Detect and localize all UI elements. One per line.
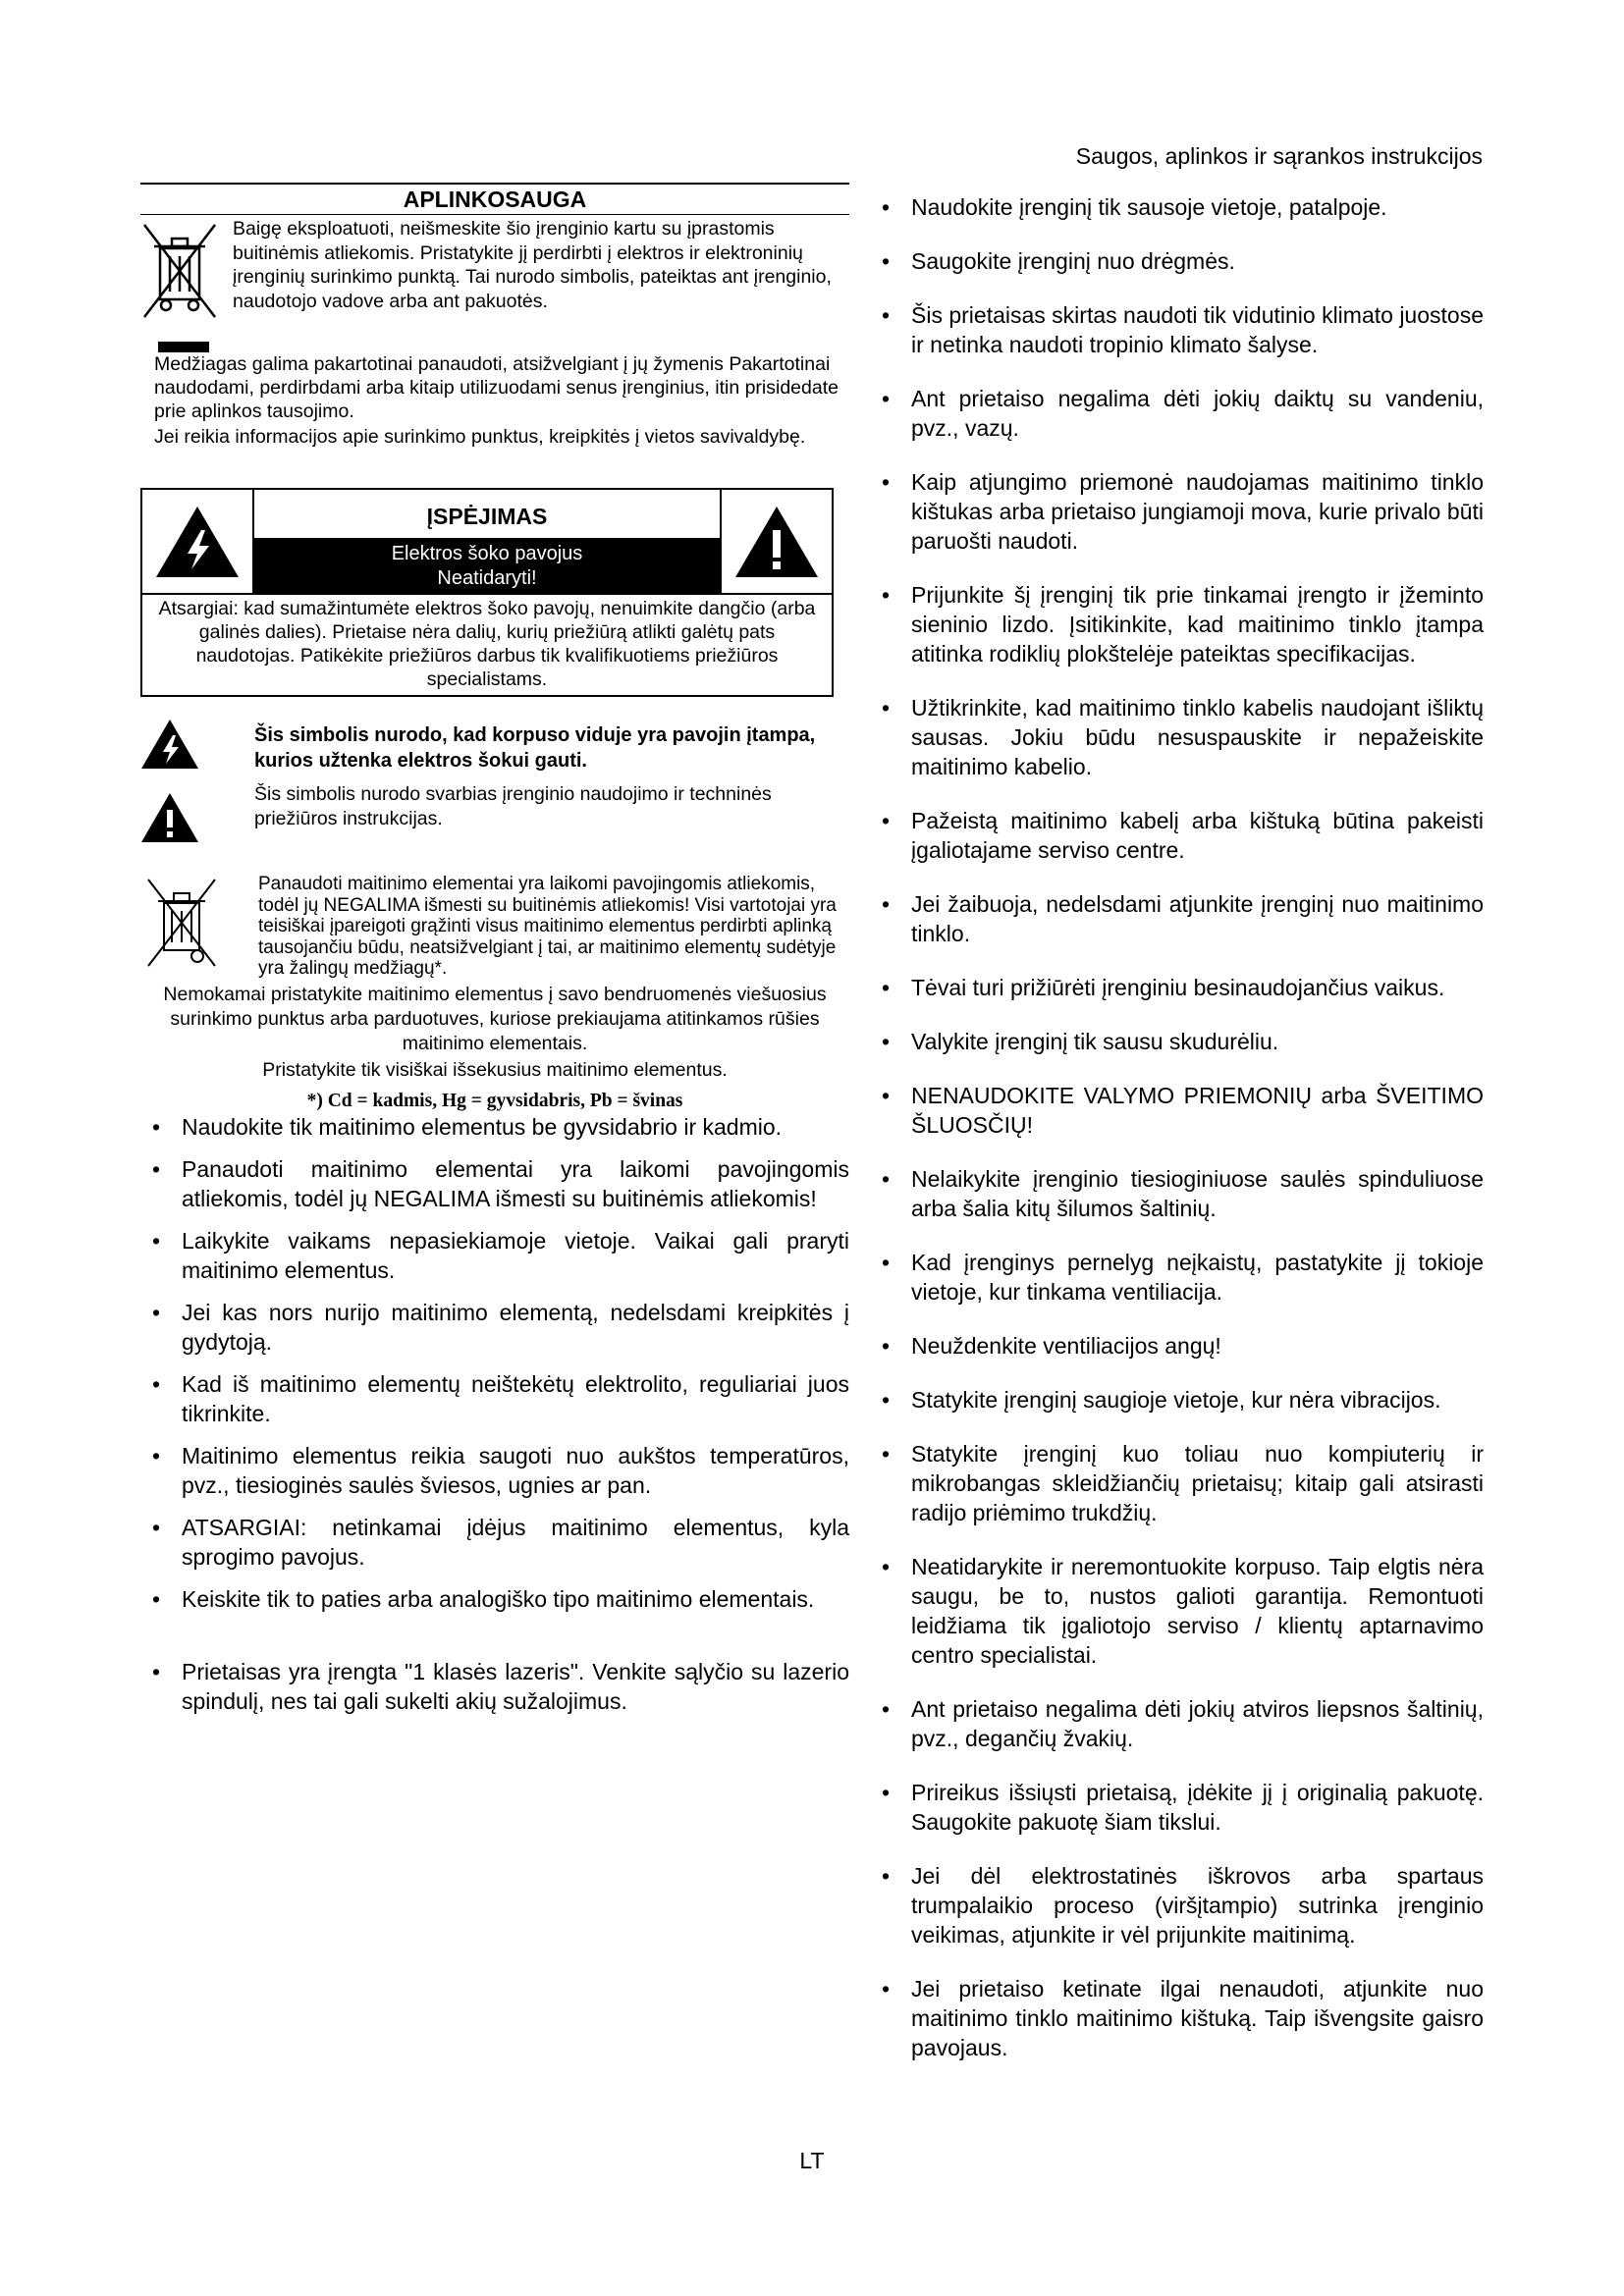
warning-line: Elektros šoko pavojus xyxy=(391,543,583,564)
list-item: • Ant prietaiso negalima dėti jokių atviros liepsnos šaltinių, pvz., degančių žvakių. xyxy=(870,1694,1484,1753)
list-item: • Jei dėl elektrostatinės iškrovos arba spartaus trumpalaikio proceso (viršįtampio) sutrinka įrenginio veikimas, atjunkite ir vėl prijunkite maitinimą. xyxy=(870,1861,1484,1949)
exclamation-triangle-icon xyxy=(140,782,254,848)
lightning-warning-icon xyxy=(142,490,254,593)
list-item: • Neuždenkite ventiliacijos angų! xyxy=(870,1331,1484,1361)
warning-banner xyxy=(254,538,720,593)
environment-section xyxy=(140,183,849,449)
list-item: • Šis prietaisas skirtas naudoti tik vidutinio klimato juostose ir netinka naudoti tropinio klimato šalyse. xyxy=(870,300,1484,359)
list-item: • Laikykite vaikams nepasiekiamoje vietoje. Vaikai gali praryti maitinimo elementus. xyxy=(140,1226,849,1285)
list-item: • Keiskite tik to paties arba analogiško tipo maitinimo elementais. xyxy=(140,1584,849,1614)
crossed-bin-icon xyxy=(140,215,223,352)
environment-para: Medžiagas galima pakartotinai panaudoti, atsižvelgiant į jų žymenis Pakartotinai naudodami, perdirbdami arba kitaip utilizuodami senus įrenginius, itin prisidedate prie aplinkos tausojimo. xyxy=(154,353,839,422)
list-item: • Statykite įrenginį kuo toliau nuo kompiuterių ir mikrobangas skleidžiančių prietaisų; kitaip gali atsirasti radijo priėmimo trukdžių. xyxy=(870,1439,1484,1527)
lightning-triangle-icon xyxy=(140,713,254,774)
list-item: • Nelaikykite įrenginio tiesioginiuose saulės spinduliuose arba šalia kitų šilumos šaltinių. xyxy=(870,1164,1484,1223)
list-item: • Panaudoti maitinimo elementai yra laikomi pavojingomis atliekomis, todėl jų NEGALIMA išmesti su buitinėmis atliekomis! xyxy=(140,1154,849,1213)
left-column xyxy=(140,183,849,1729)
list-item: • Kad įrenginys pernelyg neįkaistų, pastatykite jį tokioje vietoje, kur tinkama ventiliacija. xyxy=(870,1248,1484,1307)
exclamation-symbol-text: Šis simbolis nurodo svarbias įrenginio naudojimo ir techninės priežiūros instrukcijas. xyxy=(254,783,772,829)
list-item: • NENAUDOKITE VALYMO PRIEMONIŲ arba ŠVEITIMO ŠLUOSČIŲ! xyxy=(870,1081,1484,1140)
warning-top xyxy=(142,490,832,595)
battery-center-text: Pristatykite tik visiškai išsekusius maitinimo elementus. xyxy=(262,1059,728,1081)
symbol-row xyxy=(140,713,849,774)
list-item: • Prijunkite šį įrenginį tik prie tinkamai įrengto ir įžeminto sieninio lizdo. Įsitikinkite, kad maitinimo tinklo įtampa atitinka rodiklių plokštelėje pateiktas specifikacijas. xyxy=(870,580,1484,668)
list-item: • Prireikus išsiųsti prietaisą, įdėkite jį į originalią pakuotę. Saugokite pakuotę šiam tikslui. xyxy=(870,1778,1484,1837)
environment-top xyxy=(140,214,849,352)
footnote: *) Cd = kadmis, Hg = gyvsidabris, Pb = švinas xyxy=(306,1091,683,1111)
list-item: • Naudokite įrenginį tik sausoje vietoje, patalpoje. xyxy=(870,192,1484,222)
safety-list xyxy=(870,192,1484,2062)
symbol-row xyxy=(140,782,849,848)
list-item: • Statykite įrenginį saugioje vietoje, kur nėra vibracijos. xyxy=(870,1385,1484,1415)
lightning-symbol-text: Šis simbolis nurodo, kad korpuso viduje yra pavojin įtampa, kurios užtenka elektros šokui gauti. xyxy=(254,724,816,772)
list-item: • Pažeistą maitinimo kabelį arba kištuką būtina pakeisti įgaliotajame serviso centre. xyxy=(870,806,1484,865)
black-bar-symbol xyxy=(158,342,209,352)
list-item: • Neatidarykite ir neremontuokite korpuso. Taip elgtis nėra saugu, be to, nustos galioti garantija. Remontuoti leidžiama tik įgaliotojo serviso / klientų aptarnavimo centro specialistai. xyxy=(870,1552,1484,1670)
battery-row xyxy=(140,872,849,981)
warning-line: Neatidaryti! xyxy=(437,567,537,589)
list-item: • Naudokite tik maitinimo elementus be gyvsidabrio ir kadmio. xyxy=(140,1112,849,1142)
crossed-bin-battery-icon xyxy=(140,872,258,981)
battery-text: Panaudoti maitinimo elementai yra laikomi pavojingomis atliekomis, todėl jų NEGALIMA išmesti su buitinėmis atliekomis! Visi vartotojai yra teisiškai įpareigoti grąžinti visus maitinimo elementus perdirbti aplinką tausojančiu būdu, neatsižvelgiant į tai, ar maitinimo elementų sudėtyje yra žalingų medžiagų*. xyxy=(258,874,837,979)
list-item: • Saugokite įrenginį nuo drėgmės. xyxy=(870,246,1484,276)
environment-title: APLINKOSAUGA xyxy=(403,187,587,212)
list-item: • Prietaisas yra įrengta "1 klasės lazeris". Venkite sąlyčio su lazerio spindulį, nes tai gali sukelti akių sužalojimus. xyxy=(140,1657,849,1716)
exclamation-warning-icon xyxy=(720,490,832,593)
warning-box xyxy=(140,488,834,697)
list-item: • Jei kas nors nurijo maitinimo elementą, nedelsdami kreipkitės į gydytoją. xyxy=(140,1298,849,1357)
warning-center xyxy=(254,490,720,593)
page-footer: LT xyxy=(799,2148,825,2173)
list-item: • Užtikrinkite, kad maitinimo tinklo kabelis naudojant išliktų sausas. Jokiu būdu nesuspauskite ir nepažeiskite maitinimo kabelio. xyxy=(870,693,1484,781)
environment-para: Jei reikia informacijos apie surinkimo punktus, kreipkitės į vietos savivaldybę. xyxy=(154,426,806,448)
list-item: • ATSARGIAI: netinkamai įdėjus maitinimo elementus, kyla sprogimo pavojus. xyxy=(140,1513,849,1572)
list-item: • Maitinimo elementus reikia saugoti nuo aukštos temperatūros, pvz., tiesioginės saulės šviesos, ugnies ar pan. xyxy=(140,1441,849,1500)
list-item: • Tėvai turi prižiūrėti įrenginiu besinaudojančius vaikus. xyxy=(870,973,1484,1002)
battery-safety-list xyxy=(140,1112,849,1716)
list-item: • Ant prietaiso negalima dėti jokių daiktų su vandeniu, pvz., vazų. xyxy=(870,384,1484,443)
list-item: • Kad iš maitinimo elementų neištekėtų elektrolito, reguliariai juos tikrinkite. xyxy=(140,1369,849,1428)
warning-text: Atsargiai: kad sumažintumėte elektros šoko pavojų, nenuimkite dangčio (arba galinės dalies). Prietaise nėra dalių, kurių priežiūrą atlikti galėtų pats naudotojas. Patikėkite priežiūros darbus tik kvalifikuotiems priežiūros specialistams. xyxy=(158,598,816,690)
environment-text: Baigę eksploatuoti, neišmeskite šio įrenginio kartu su įprastomis buitinėmis atliekomis. Pristatykite jį perdirbti į elektros ir elektroninių įrenginių surinkimo punktą. Tai nurodo simbolis, pateiktas ant įrenginio, naudotojo vadove arba ant pakuotės. xyxy=(233,218,832,312)
list-item: • Kaip atjungimo priemonė naudojamas maitinimo tinklo kištukas arba prietaiso jungiamoji mova, kurie privalo būti paruošti naudoti. xyxy=(870,467,1484,556)
page-header: Saugos, aplinkos ir sąrankos instrukcijos xyxy=(1075,143,1483,169)
batteries-section xyxy=(140,872,849,1112)
warning-title: ĮSPĖJIMAS xyxy=(426,504,548,529)
list-item: • Valykite įrenginį tik sausu skudurėliu. xyxy=(870,1027,1484,1056)
list-item: • Jei prietaiso ketinate ilgai nenaudoti, atjunkite nuo maitinimo tinklo maitinimo kištuką. Taip išvengsite gaisro pavojaus. xyxy=(870,1974,1484,2062)
right-column xyxy=(870,192,1484,2062)
divider xyxy=(140,183,849,185)
list-item: • Jei žaibuoja, nedelsdami atjunkite įrenginį nuo maitinimo tinklo. xyxy=(870,889,1484,948)
battery-center-text: Nemokamai pristatykite maitinimo elementus į savo bendruomenės viešuosius surinkimo punktus arba parduotuves, kuriose prekiaujama atitinkamos rūšies maitinimo elementais. xyxy=(163,984,827,1054)
symbol-explanations xyxy=(140,713,849,848)
